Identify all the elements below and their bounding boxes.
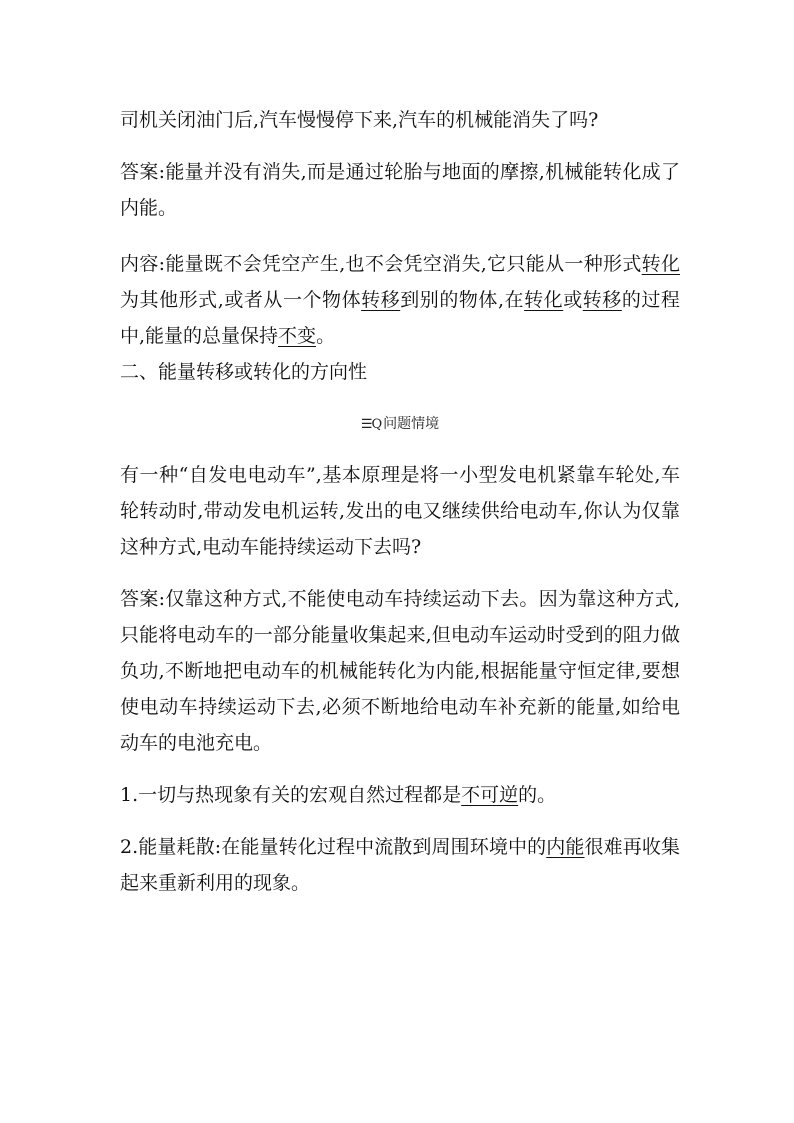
question-situation-icon: ☰Q xyxy=(360,417,382,432)
blank-answer-internal-energy: 内能 xyxy=(546,836,585,858)
blank-answer-transform-2: 转化 xyxy=(524,289,564,311)
content-text-5: 的过程中,能量的总量保持 xyxy=(120,289,680,347)
question-mechanical-energy: 司机关闭油门后,汽车慢慢停下来,汽车的机械能消失了吗? xyxy=(120,109,599,131)
situation-label-text: 问题情境 xyxy=(383,416,440,432)
content-text-4: 或 xyxy=(563,289,583,311)
point-irreversibility xyxy=(120,777,680,813)
answer-self-charging-ebike: 答案:仅靠这种方式,不能使电动车持续运动下去。因为靠这种方式,只能将电动车的一部分能量收集起来,但电动车运动时受到的阻力做负功,不断地把电动车的机械能转化为内能,根据能量守恒定律,要想使电动车持续运动下去,必须不断地给电动车补充新的能量,如给电动车的电池充电。 xyxy=(120,588,680,754)
content-text-2: 为其他形式,或者从一个物体 xyxy=(120,289,362,311)
answer-mechanical-energy: 答案:能量并没有消失,而是通过轮胎与地面的摩擦,机械能转化成了内能。 xyxy=(120,161,680,219)
blank-answer-transfer: 转移 xyxy=(361,289,401,311)
content-text-6: 。 xyxy=(316,325,336,347)
content-text-1: 内容:能量既不会凭空产生,也不会凭空消失,它只能从一种形式 xyxy=(120,253,642,275)
section-heading-direction: 二、能量转移或转化的方向性 xyxy=(120,361,368,383)
point-energy-dissipation xyxy=(120,829,680,901)
point2-text-2: 很难再收集起来重新利用的现象。 xyxy=(120,836,680,894)
blank-answer-irreversible: 不可逆 xyxy=(461,784,519,806)
energy-conservation-content xyxy=(120,246,680,354)
content-text-3: 到别的物体,在 xyxy=(400,289,525,311)
point1-text-2: 的。 xyxy=(518,784,557,806)
document-page xyxy=(120,102,680,901)
point2-text-1: 2.能量耗散:在能量转化过程中流散到周围环境中的 xyxy=(120,836,547,858)
situation-label xyxy=(120,412,680,437)
blank-answer-unchanged: 不变 xyxy=(278,325,317,347)
point1-text-1: 1.一切与热现象有关的宏观自然过程都是 xyxy=(120,784,462,806)
question-self-charging-ebike: 有一种“自发电电动车”,基本原理是将一小型发电机紧靠车轮处,车轮转动时,带动发电机运转,发出的电又继续供给电动车,你认为仅靠这种方式,电动车能持续运动下去吗? xyxy=(120,464,680,558)
blank-answer-transform: 转化 xyxy=(641,253,680,275)
blank-answer-transfer-2: 转移 xyxy=(582,289,622,311)
